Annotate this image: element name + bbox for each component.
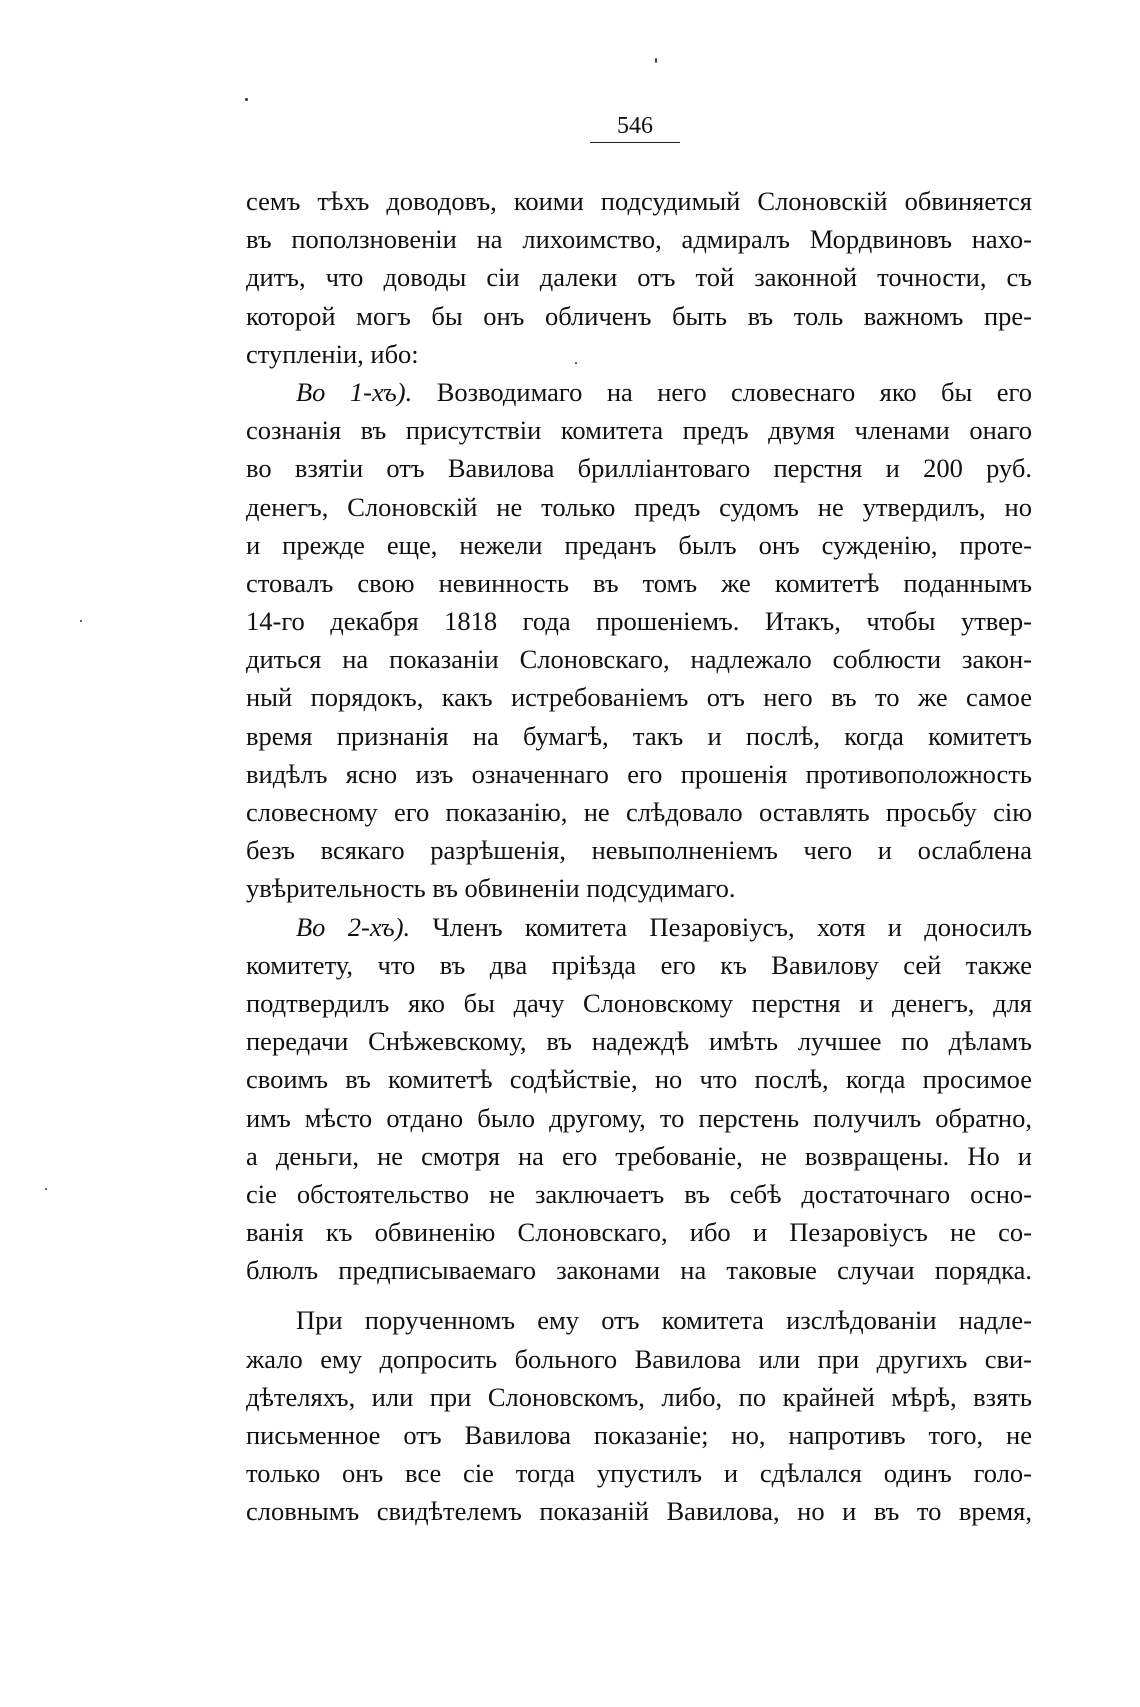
paragraph-first-line xyxy=(246,908,1032,946)
text-line: во взятіи отъ Вавилова брилліантоваго перстня и 200 руб. xyxy=(246,453,1032,484)
text-line: имъ мѣсто отдано было другому, то перстень получилъ обратно, xyxy=(246,1102,1032,1133)
text-line: подтвердилъ яко бы дачу Слоновскому перстня и денегъ, для xyxy=(246,987,1032,1018)
text-line: дитъ, что доводы сіи далеки отъ той законной точности, съ xyxy=(246,262,1032,293)
text-line: семъ тѣхъ доводовъ, коими подсудимый Слоновскій обвиняется xyxy=(246,186,1032,216)
text-fragment: Членъ комитета Пезаровіусъ, хотя и доносилъ xyxy=(410,911,1032,942)
text-line: комитету, что въ два пріѣзда его къ Вавилову сей также xyxy=(246,949,1032,980)
text-line: словесному его показанію, не слѣдовало оставлять просьбу сію xyxy=(246,797,1032,827)
text-line: стовалъ свою невинность въ томъ же комитетѣ поданнымъ xyxy=(246,567,1032,598)
scan-speck xyxy=(45,1188,47,1190)
text-line: сознанія въ присутствіи комитета предъ двумя членами онаго xyxy=(246,415,1032,446)
text-line: словнымъ свидѣтелемъ показаній Вавилова, но и въ то время, xyxy=(246,1496,1032,1527)
text-line: передачи Снѣжевскому, въ надеждѣ имѣть лучшее по дѣламъ xyxy=(246,1026,1032,1057)
scan-speck xyxy=(80,620,82,622)
paragraph-lead: Во 1-хъ). xyxy=(296,376,413,407)
text-line: дѣтеляхъ, или при Слоновскомъ, либо, по крайней мѣрѣ, взять xyxy=(246,1381,1032,1412)
text-line: ный порядокъ, какъ истребованіемъ отъ него въ то же самое xyxy=(246,682,1032,713)
text-line: время признанія на бумагѣ, такъ и послѣ, когда комитетъ xyxy=(246,720,1032,751)
text-line: жало ему допросить больного Вавилова или при другихъ сви- xyxy=(246,1343,1032,1374)
scan-speck xyxy=(245,98,248,101)
text-line: При порученномъ ему отъ комитета изслѣдованіи надле- xyxy=(296,1305,1032,1336)
text-fragment: Возводимаго на него словеснаго яко бы его xyxy=(412,376,1032,407)
text-line: которой могъ бы онъ обличенъ быть въ толь важномъ пре- xyxy=(246,300,1032,331)
text-line: денегъ, Слоновскій не только предъ судомъ не утвердилъ, но xyxy=(246,491,1032,522)
paragraph-first-line xyxy=(246,373,1032,411)
text-line: въ поползновеніи на лихоимство, адмиралъ Мордвиновъ нахо- xyxy=(246,224,1032,255)
text-line: своимъ въ комитетѣ содѣйствіе, но что послѣ, когда просимое xyxy=(246,1064,1032,1095)
text-line: а деньги, не смотря на его требованіе, не возвращены. Но и xyxy=(246,1140,1032,1171)
text-line: 14-го декабря 1818 года прошеніемъ. Итакъ, чтобы утвер- xyxy=(246,606,1032,637)
text-line: увѣрительность въ обвиненіи подсудимаго. xyxy=(246,873,736,904)
text-line: блюлъ предписываемаго законами на таковые случаи порядка. xyxy=(246,1255,1032,1286)
scan-speck xyxy=(575,362,577,364)
text-line: диться на показаніи Слоновскаго, надлежало соблюсти закон- xyxy=(246,644,1032,675)
text-line: только онъ все сіе тогда упустилъ и сдѣлался одинъ голо- xyxy=(246,1458,1032,1489)
scan-speck xyxy=(655,58,657,63)
text-line: ванія къ обвиненію Слоновскаго, ибо и Пезаровіусъ не со- xyxy=(246,1217,1032,1248)
page-number: 546 xyxy=(590,112,680,143)
text-line: ступленіи, ибо: xyxy=(246,338,419,369)
paragraph-lead: Во 2-хъ). xyxy=(296,911,411,942)
page-text xyxy=(246,182,1032,1531)
text-line: письменное отъ Вавилова показаніе; но, напротивъ того, не xyxy=(246,1420,1032,1450)
text-line: сіе обстоятельство не заключаетъ въ себѣ достаточнаго осно- xyxy=(246,1178,1032,1209)
text-line: безъ всякаго разрѣшенія, невыполненіемъ чего и ослаблена xyxy=(246,835,1032,866)
text-line: и прежде еще, нежели преданъ былъ онъ сужденію, проте- xyxy=(246,529,1032,560)
text-line: видѣлъ ясно изъ означеннаго его прошенія противоположность xyxy=(246,758,1032,789)
